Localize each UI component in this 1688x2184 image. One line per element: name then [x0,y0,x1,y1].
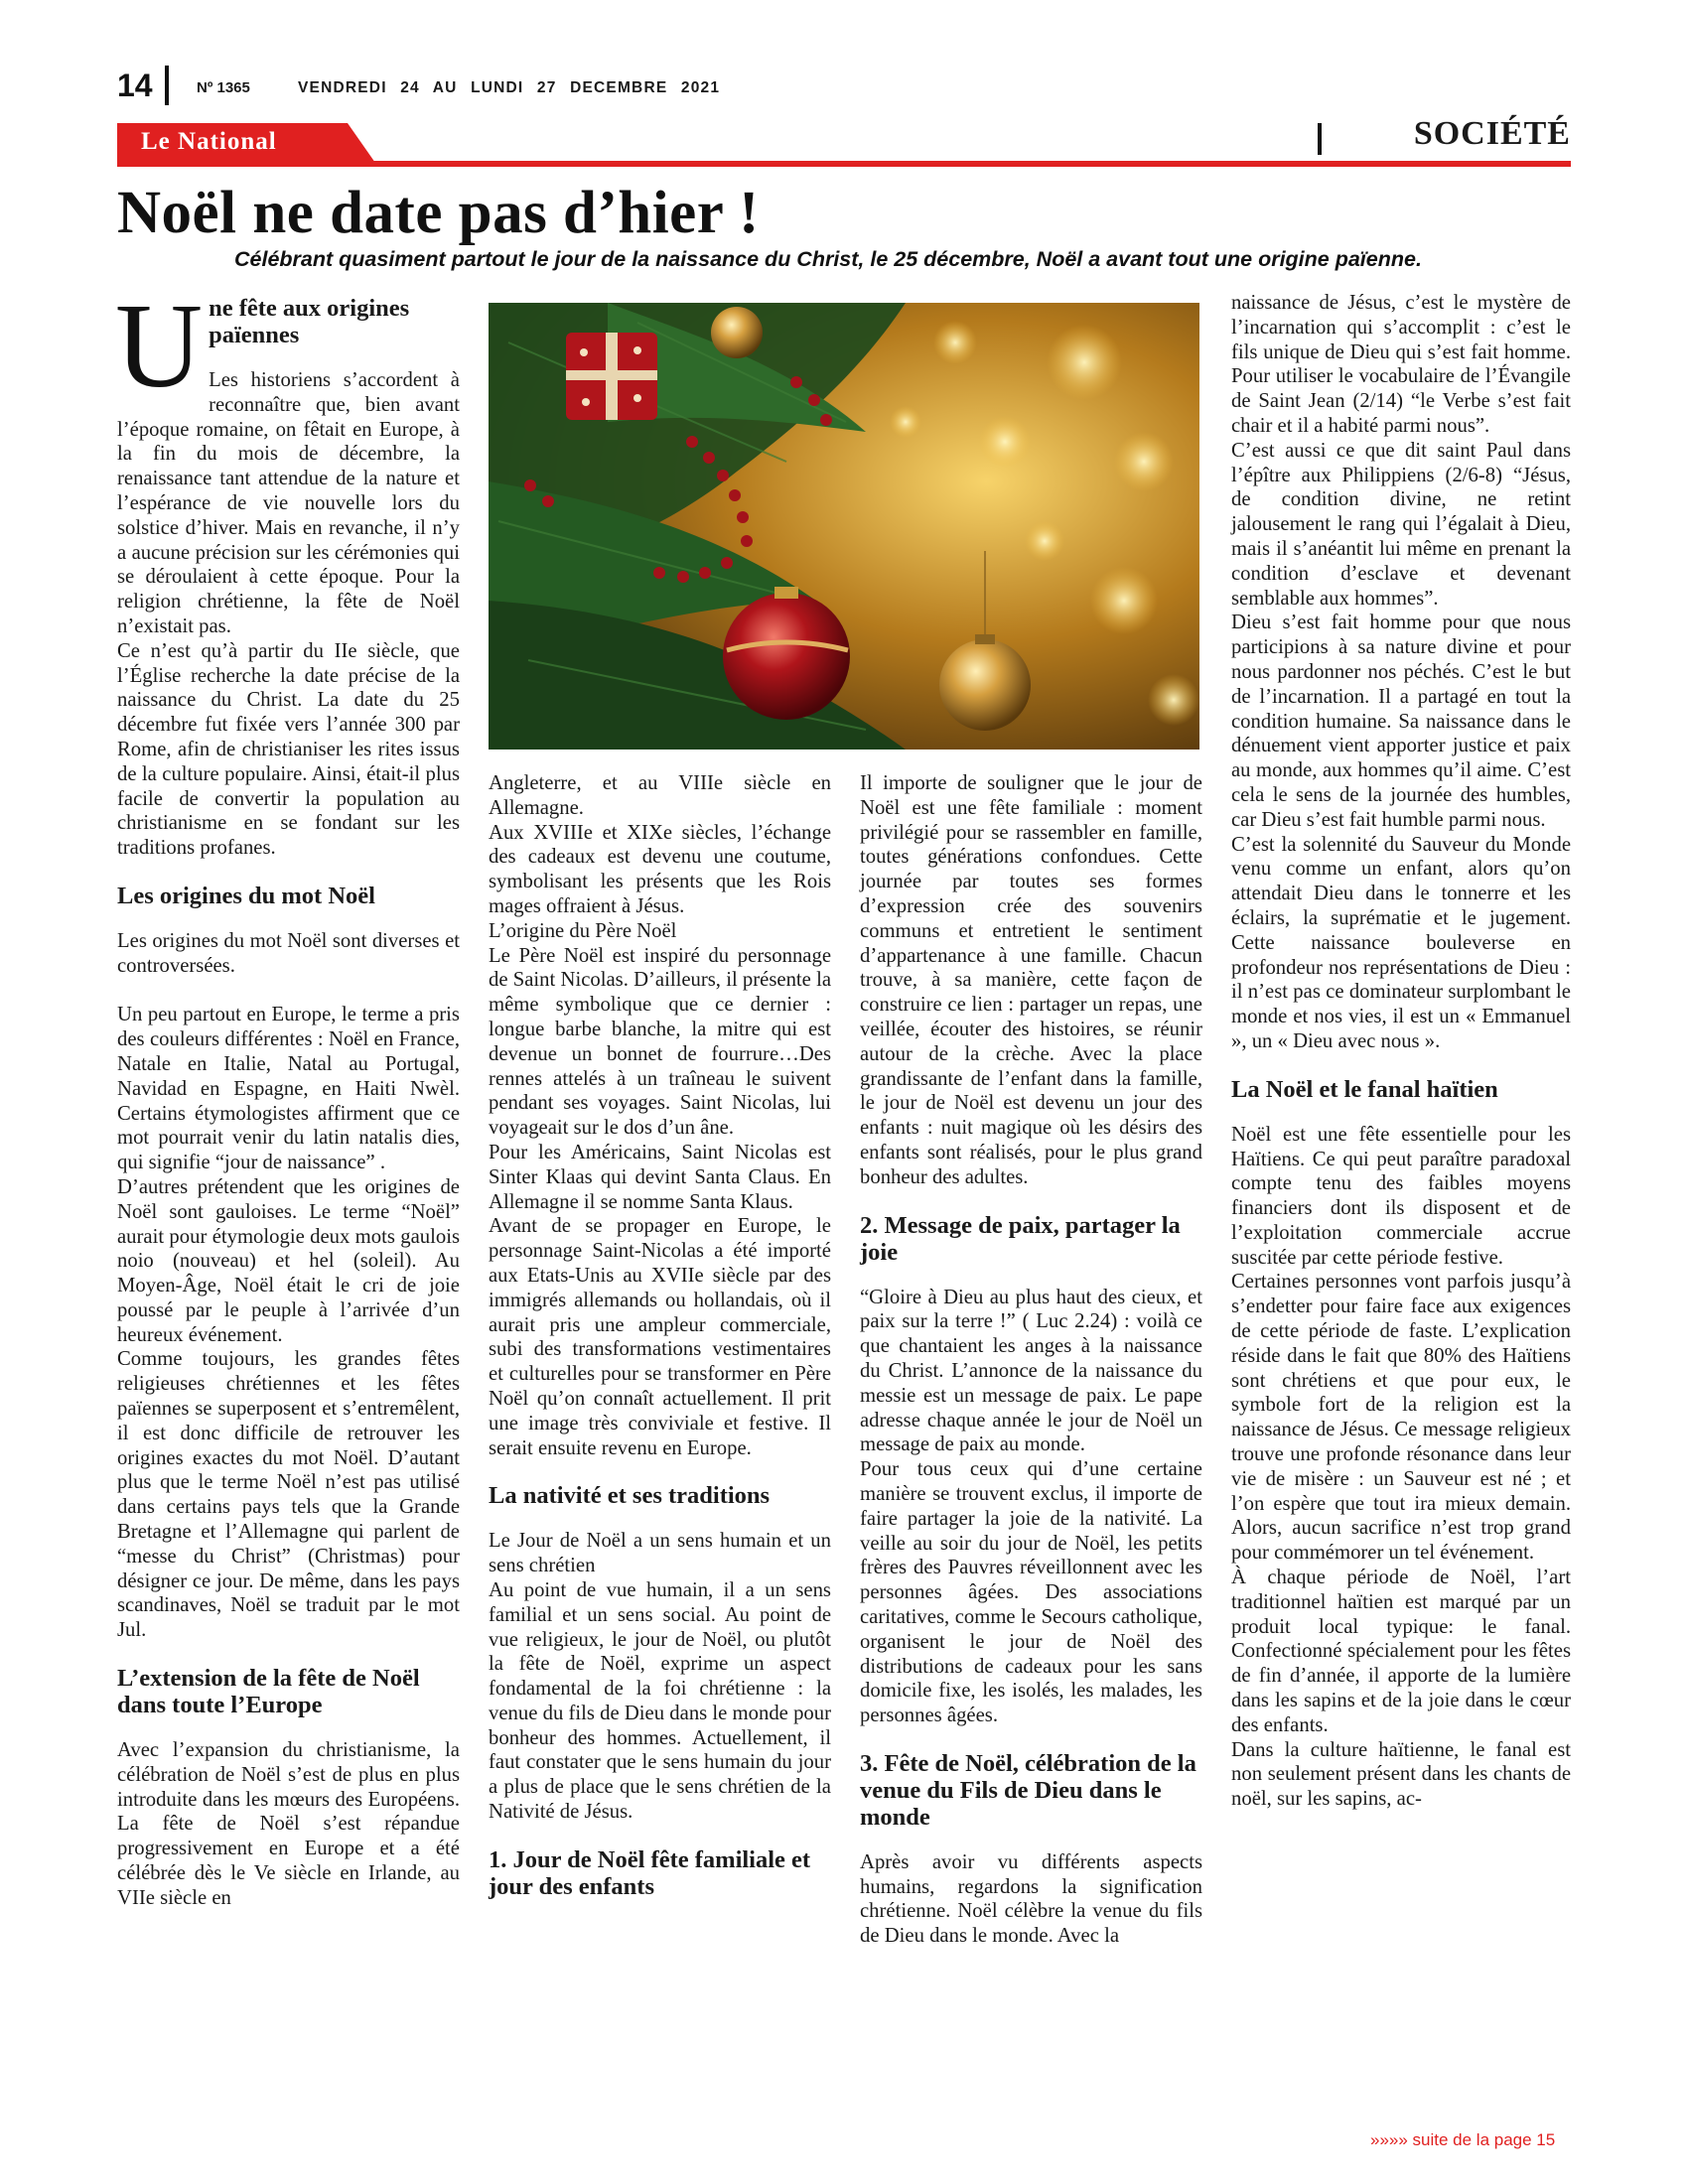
paragraph: C’est la solennité du Sauveur du Monde venu comme un enfant, alors qu’on attendait Dieu dans le tonnerre et les éclairs, la suprématie et le jugement. Cette naissance bouleverse en profondeur nos représentations de Dieu : il n’est pas ce dominateur surplombant le monde et nos vies, il est un « Emmanuel », un « Dieu avec nous ». [1231,833,1571,1052]
continued-link[interactable]: »»»» suite de la page 15 [1370,2130,1556,2149]
article-standfirst: Célébrant quasiment partout le jour de la naissance du Christ, le 25 décembre, Noël a avant tout une origine païenne. [234,247,1422,271]
paragraph: “Gloire à Dieu au plus haut des cieux, et paix sur la terre !” ( Luc 2.24) : voilà ce que chantaient les anges à la naissance du Christ. L’annonce de la naissance du messie est un message de paix. Le pape adresse chaque année le jour de Noël un message de paix au monde. [860,1286,1202,1456]
christmas-tree-photo [489,303,1199,750]
paragraph: Les historiens s’accordent à reconnaître que, bien avant l’époque romaine, on fêtait en Europe, à la fin du mois de décembre, la renaissance tant attendue de la nature et l’espérance de vie nouvelle lors du solstice d’hiver. Mais en revanche, il n’y a aucune précision sur les cérémonies qui se déroulaient à cette époque. Pour la religion chrétienne, la fête de Noël n’existait pas. [117,369,460,637]
paragraph: D’autres prétendent que les origines de Noël sont gauloises. Le terme “Noël” aurait pour étymologie deux mots gaulois noio (nouveau) et hel (soleil). Au Moyen-Âge, Noël était le cri de joie poussé par le peuple à l’arrivée d’un heureux événement. [117,1175,460,1346]
paragraph: naissance de Jésus, c’est le mystère de l’incarnation qui s’accomplit : c’est le fils unique de Dieu qui s’est fait homme. Pour utiliser le vocabulaire de l’Évangile de Saint Jean (2/14) “le Verbe s’est fait chair et il a habité parmi nous”. [1231,292,1571,437]
header-divider [165,66,169,105]
paragraph: Les origines du mot Noël sont diverses et controversées. [117,929,460,977]
paragraph: Avec l’expansion du christianisme, la célébration de Noël s’est de plus en plus introduite dans les mœurs des Européens. La fête de Noël s’est répandue progressivement en Europe et a été célébrée dès le Ve siècle en Irlande, au VIIe siècle en [117,1739,460,1909]
subhead-nativite: La nativité et ses traditions [489,1482,771,1510]
column-2 [489,771,831,1900]
paragraph: À chaque période de Noël, l’art traditionnel haïtien est marqué par un produit local typique: le fanal. Confectionné spécialement pour les fêtes de fin d’année, il apporte de la lumière dans les sapins et de la joie dans le cœur des enfants. [1231,1567,1571,1736]
header-red-rule [117,161,1571,167]
paragraph: Le Père Noël est inspiré du personnage de Saint Nicolas. D’ailleurs, il présente la même symbolique que ce dernier : longue barbe blanche, la mitre qui est devenue un bonnet de fourrure…Des rennes attelés à un traîneau le suivent pendant ses voyages. Saint Nicolas, lui voyageait sur le dos d’un âne. [489,944,831,1140]
subhead-origines-mot-noel: Les origines du mot Noël [117,882,375,909]
section-label: SOCIÉTÉ [1413,115,1571,152]
paragraph: Angleterre, et au VIIIe siècle en Allemagne. [489,772,831,819]
subhead-venue-fils-de-dieu: 3. Fête de Noël, célébration de la venue du Fils de Dieu dans le monde [860,1749,1196,1831]
paragraph: Au point de vue humain, il a un sens familial et un sens social. Au point de vue religieux, le jour de Noël, ou plutôt la fête de Noël, exprime un aspect fondamental de la foi chrétienne : la venue du fils de Dieu dans le monde pour bonheur des hommes. Actuellement, il faut constater que le sens humain du jour a plus de place que le sens chrétien de la Nativité de Jésus. [489,1578,831,1824]
subhead-message-paix: 2. Message de paix, partager la joie [860,1211,1181,1266]
paragraph: C’est aussi ce que dit saint Paul dans l’épître aux Philippiens (2/6-8) “Jésus, de condition divine, ne retint jalousement le rang qui l’égalait à Dieu, mais il s’anéantit lui même en prenant la condition d’esclave et devenant semblable aux hommes”. [1231,439,1571,610]
paragraph: Avant de se propager en Europe, le personnage Saint-Nicolas a été importé aux Etats-Unis au XVIIe siècle par des immigrés allemands ou hollandais, où il aurait pris une ampleur commerciale, subi des transformations vestimentaires et culturelles pour se transformer en Père Noël qu’on connaît actuellement. Il prit une image très conviviale et festive. Il serait ensuite revenu en Europe. [489,1215,831,1459]
subhead-fete-familiale: 1. Jour de Noël fête familiale et jour des enfants [489,1845,811,1900]
subhead-fanal-haitien: La Noël et le fanal haïtien [1231,1075,1498,1103]
paragraph: Le Jour de Noël a un sens humain et un sens chrétien [489,1530,831,1577]
paragraph: Un peu partout en Europe, le terme a pris des couleurs différentes : Noël en France, Natale en Italie, Natal au Portugal, Navidad en Espagne, en Haiti Nwèl. Certains étymologistes affirment que ce mot pourrait venir du latin natalis dies, qui signifie “jour de naissance” . [117,1004,460,1174]
drop-cap: U [115,279,204,413]
paragraph: Ce n’est qu’à partir du IIe siècle, que l’Église recherche la date précise de la naissance du Christ. La date du 25 décembre fut fixée vers l’année 300 par Rome, afin de christianiser les rites issus de la culture populaire. Ainsi, était-il plus facile de convertir la population au christianisme en se fondant sur les traditions profanes. [117,639,460,860]
paragraph: Dans la culture haïtienne, le fanal est non seulement présent dans les chants de noël, sur les sapins, ac- [1231,1738,1571,1811]
column-1 [115,279,460,1911]
paragraph: Après avoir vu différents aspects humains, regardons la signification chrétienne. Noël célèbre la venue du fils de Dieu dans le monde. Avec la [860,1850,1202,1948]
paragraph: Noël est une fête essentielle pour les Haïtiens. Ce qui peut paraître paradoxal compte tenu des faibles moyens financiers dont ils disposent et de l’exploitation commerciale accrue suscitée par cette période festive. [1231,1123,1571,1269]
paragraph: Certaines personnes vont parfois jusqu’à s’endetter pour faire face aux exigences de cette période de faste. L’explication réside dans le fait que 80% des Haïtiens sont chrétiens et que pour eux, le symbole fort de la religion est la naissance de Jésus. Ce message religieux trouve une profonde résonance dans leur vie de misère : un Sauveur est né ; et l’on espère que tout ira mieux demain. Alors, aucun sacrifice n’est trop grand pour commémorer un tel événement. [1231,1271,1571,1565]
subhead-extension-europe: L’extension de la fête de Noël dans toute l’Europe [117,1665,420,1719]
page-number: 14 [117,68,153,103]
paragraph: Aux XVIIIe et XIXe siècles, l’échange des cadeaux est devenu une coutume, symbolisant les présents que les Rois mages offraient à Jésus. [489,821,831,917]
issue-date: VENDREDI 24 AU LUNDI 27 DECEMBRE 2021 [298,79,721,96]
paragraph: Il importe de souligner que le jour de Noël est une fête familiale : moment privilégié pour se rassembler en famille, toutes générations confondues. Cette journée par toutes ses formes d’expression crée des souvenirs communs et entretient le sentiment d’appartenance à une famille. Chacun trouve, à sa manière, cette façon de construire ce lien : partager un repas, une veillée, écouter des histoires, se réunir autour de la crèche. Avec la place grandissante de l’enfant dans la famille, le jour de Noël est devenu un jour des enfants : nuit magique où les désirs des enfants sont réalisés, pour le plus grand bonheur des adultes. [860,772,1202,1188]
article-title: Noël ne date pas d’hier ! [117,180,760,246]
column-3 [860,771,1202,1949]
paragraph: Dieu s’est fait homme pour que nous participions à sa nature divine et pour nous pardonner nos péchés. C’est le but de l’incarnation. Il a partagé en tout la condition humaine. Sa naissance dans le dénuement vient apporter justice et paix au monde, aux hommes qu’il aime. C’est cela le sens de la journée des humbles, car Dieu s’est fait humble parmi nous. [1231,612,1571,831]
paragraph: Comme toujours, les grandes fêtes religieuses chrétiennes et les fêtes païennes se superposent et s’entremêlent, il est donc difficile de retrouver les origines exactes du mot Noël. D’autant plus que le terme Noël n’est pas utilisé dans certains pays tels que la Grande Bretagne et l’Allemagne qui parlent de “messe du Christ” (Christmas) pour désigner ce jour. De même, dans les pays scandinaves, Noël se traduit par le mot Jul. [117,1348,460,1642]
paragraph: Pour tous ceux qui d’une certaine manière se trouvent exclus, il importe de faire partager la joie de la nativité. La veille au soir du jour de Noël, les petits frères des Pauvres réveillonnent avec les personnes âgées. Des associations caritatives, comme le Secours catholique, organisent le jour de Noël des distributions de cadeaux pour les sans domicile fixe, les isolés, les malades, les personnes âgées. [860,1458,1202,1727]
subhead-origines-paiennes: ne fête aux origines païennes [209,295,410,348]
paragraph: L’origine du Père Noël [489,919,677,942]
paragraph: Pour les Américains, Saint Nicolas est Sinter Klaas qui devint Santa Claus. En Allemagne il se nomme Santa Klaus. [489,1141,831,1213]
section-divider [1318,123,1322,155]
issue-number: Nº 1365 [197,79,250,96]
column-4 [1231,291,1571,1812]
newspaper-name: Le National [141,128,277,155]
